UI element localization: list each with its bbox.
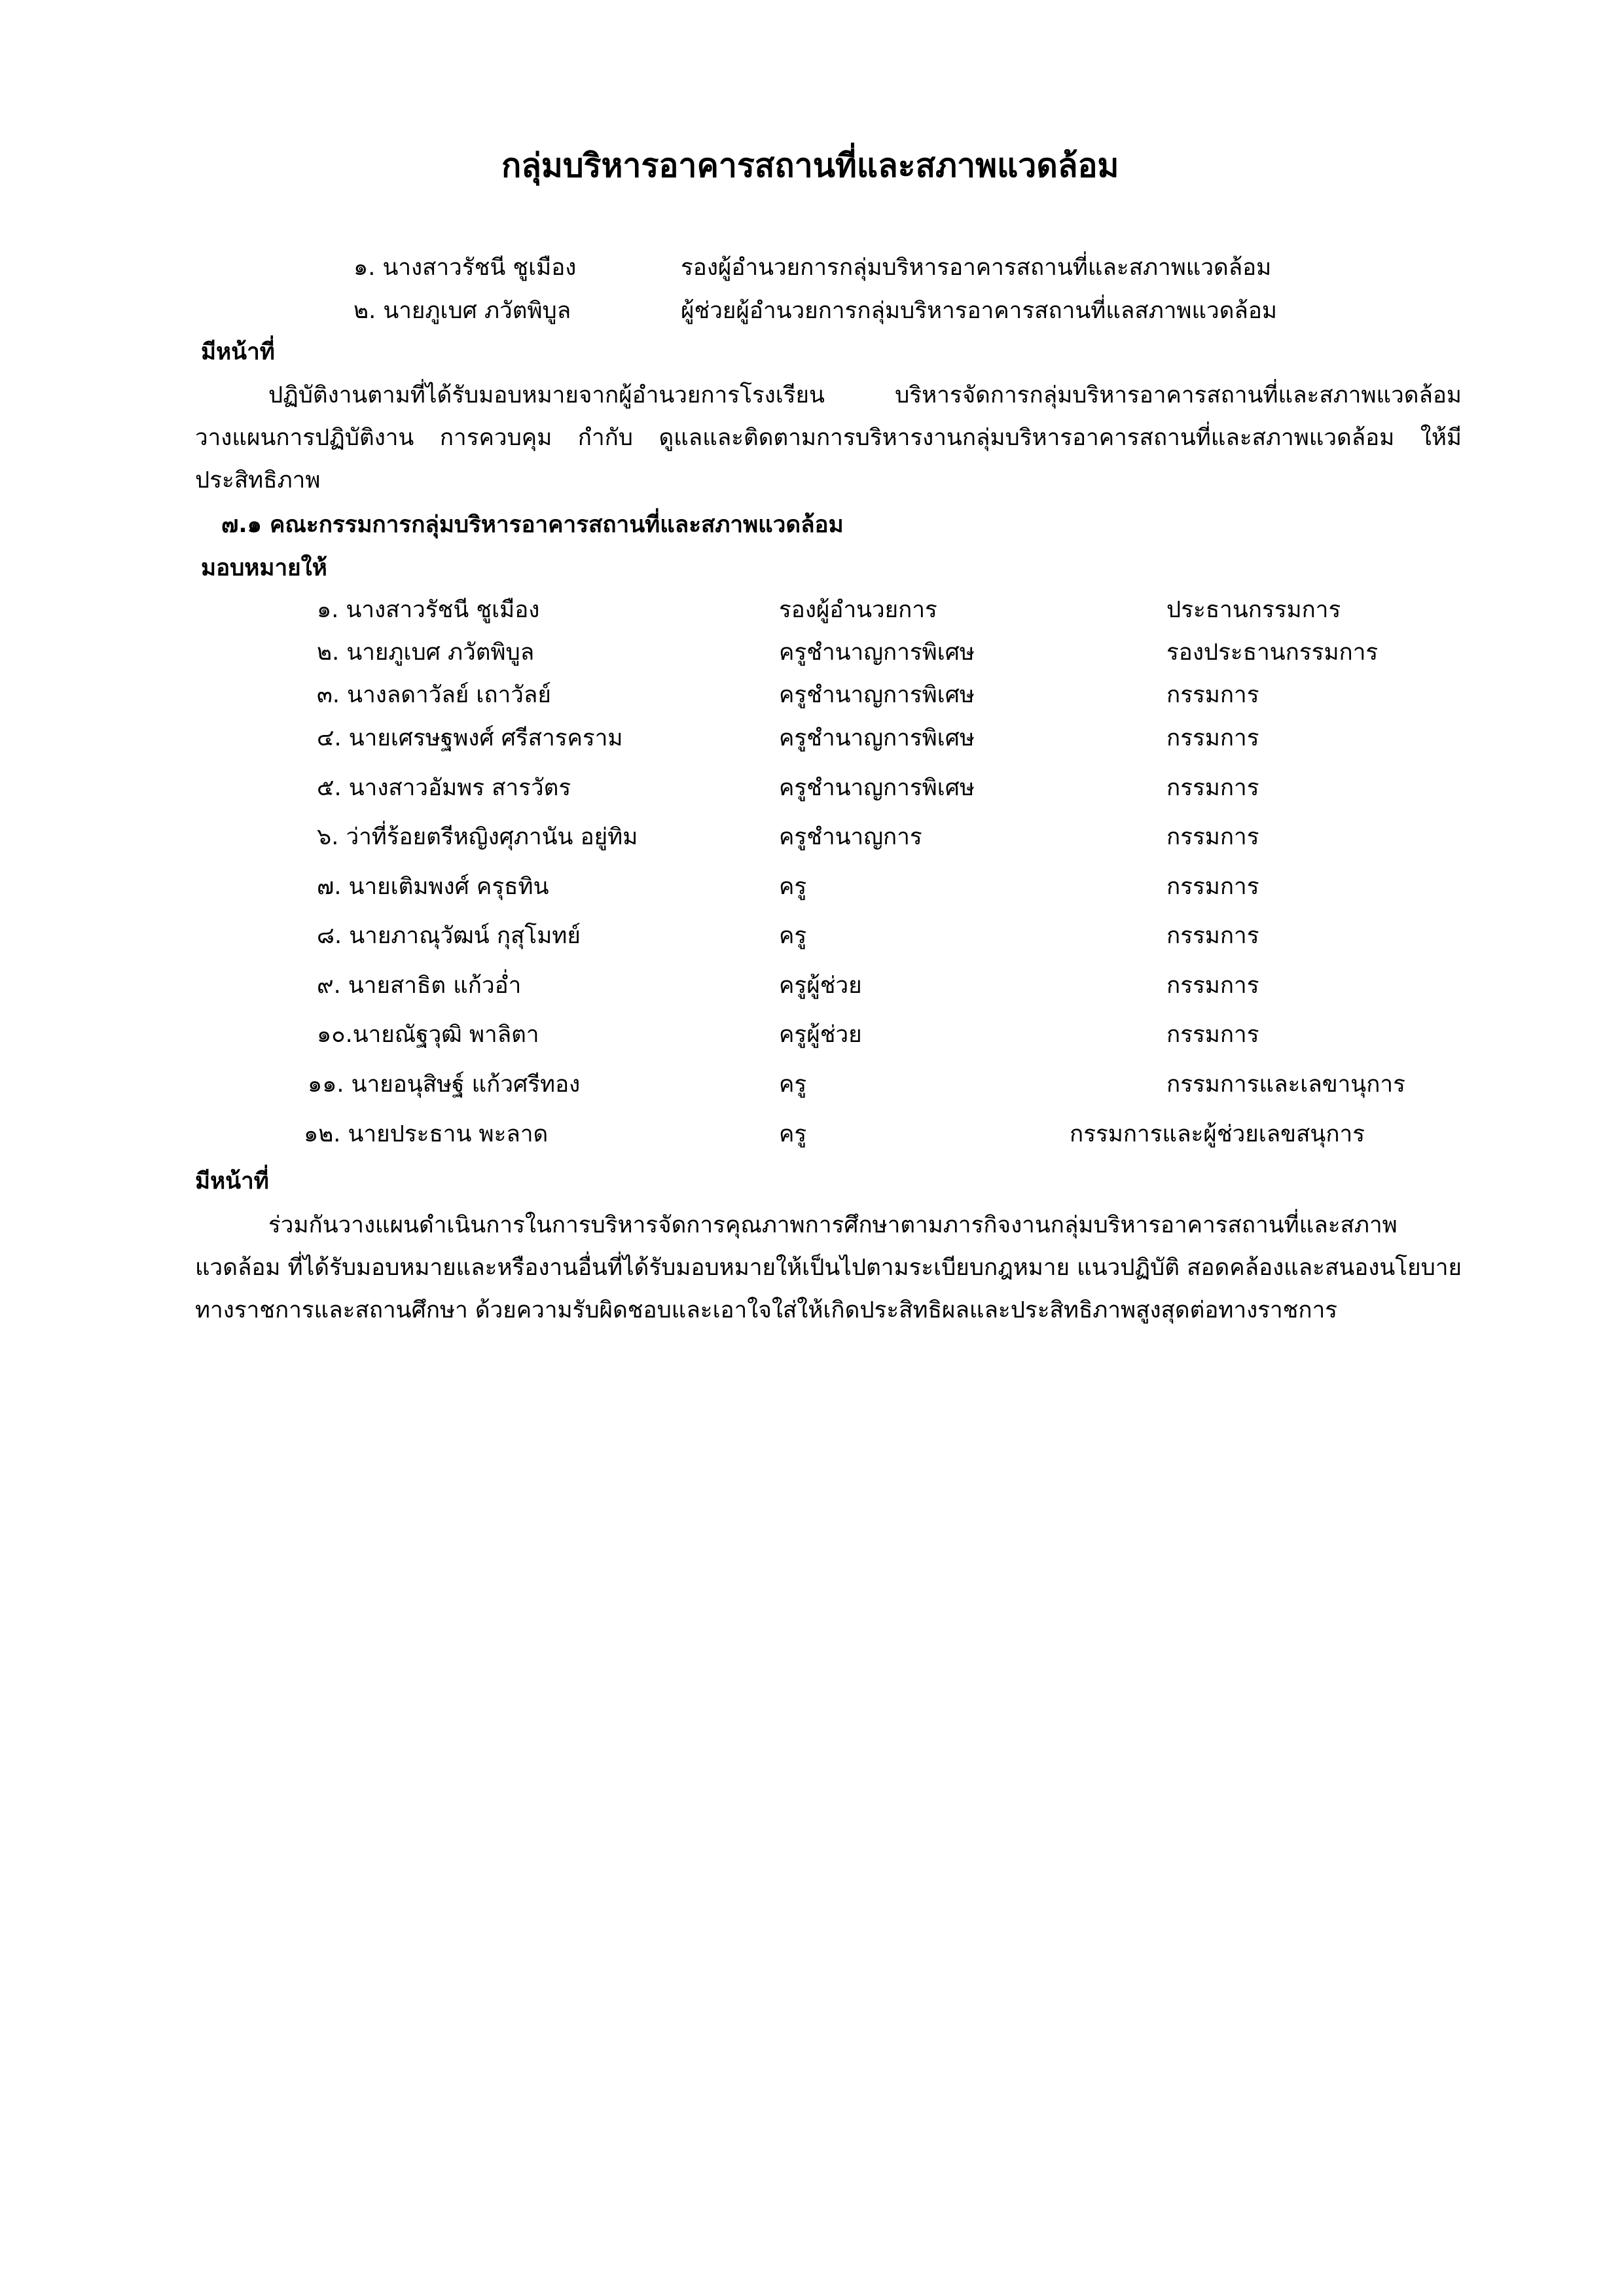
member-2-name: ๒. นายภูเบศ ภวัตพิบูล: [317, 639, 535, 666]
member-4-role: กรรมการ: [1166, 725, 1259, 751]
member-10-name: ๑๐.นายณัฐวุฒิ พาลิตา: [317, 1022, 539, 1048]
member-8-name: ๘. นายภาณุวัฒน์ กุสุโมทย์: [317, 923, 581, 949]
member-8-position: ครู: [779, 923, 807, 949]
member-1-name: ๑. นางสาวรัชนี ชูเมือง: [317, 597, 540, 623]
duty-heading-1: มีหน้าที่: [201, 339, 275, 365]
head-2-name: ๒. นายภูเบศ ภวัตพิบูล: [353, 298, 571, 324]
member-6-role: กรรมการ: [1166, 824, 1259, 850]
member-6-name: ๖. ว่าที่ร้อยตรีหญิงศุภานัน อยู่ทิม: [317, 824, 638, 850]
member-12-position: ครู: [779, 1121, 807, 1147]
member-2-position: ครูชำนาญการพิเศษ: [779, 639, 975, 666]
member-4-name: ๔. นายเศรษฐพงศ์ ศรีสารคราม: [317, 725, 623, 751]
member-6-position: ครูชำนาญการ: [779, 824, 922, 850]
page-title: กลุ่มบริหารอาคารสถานที่และสภาพแวดล้อม: [501, 147, 1119, 185]
member-3-role: กรรมการ: [1166, 682, 1259, 708]
assign-heading: มอบหมายให้: [201, 555, 327, 581]
member-9-name: ๙. นายสาธิต แก้วอ่ำ: [317, 973, 522, 999]
member-3-name: ๓. นางลดาวัลย์ เถาวัลย์: [317, 682, 551, 708]
member-5-role: กรรมการ: [1166, 775, 1259, 801]
member-9-position: ครูผู้ช่วย: [779, 973, 862, 999]
member-5-position: ครูชำนาญการพิเศษ: [779, 775, 975, 801]
head-1-position: รองผู้อำนวยการกลุ่มบริหารอาคารสถานที่และสภาพแวดล้อม: [681, 255, 1272, 281]
member-4-position: ครูชำนาญการพิเศษ: [779, 725, 975, 751]
member-7-position: ครู: [779, 874, 807, 900]
duty-text-1: ปฏิบัติงานตามที่ได้รับมอบหมายจากผู้อำนวยการโรงเรียน บริหารจัดการกลุ่มบริหารอาคารสถานที่และสภาพแวดล้อม วางแผนการปฏิบัติงาน การควบคุม กำกับ ดูแลและติดตามการบริหารงานกลุ่มบริหารอาคารสถานที่และสภาพแวดล้อม ให้มีประสิทธิภาพ: [195, 382, 1462, 493]
committee-heading: ๗.๑ คณะกรรมการกลุ่มบริหารอาคารสถานที่และสภาพแวดล้อม: [221, 512, 844, 538]
member-7-name: ๗. นายเติมพงศ์ ครุธทิน: [317, 874, 549, 900]
member-2-role: รองประธานกรรมการ: [1166, 639, 1379, 666]
duty-heading-2: มีหน้าที่: [195, 1168, 269, 1194]
member-8-role: กรรมการ: [1166, 923, 1259, 949]
member-9-role: กรรมการ: [1166, 973, 1259, 999]
duty-text-2: ร่วมกันวางแผนดำเนินการในการบริหารจัดการคุณภาพการศึกษาตามภารกิจงานกลุ่มบริหารอาคารสถานที่และสภาพแวดล้อม ที่ได้รับมอบหมายและหรืองานอื่นที่ได้รับมอบหมายให้เป็นไปตามระเบียบกฎหมาย แนวปฏิบัติ สอดคล้องและสนองนโยบายทางราชการและสถานศึกษา ด้วยความรับผิดชอบและเอาใจใส่ให้เกิดประสิทธิผลและประสิทธิภาพสูงสุดต่อทางราชการ: [195, 1212, 1462, 1323]
member-11-name: ๑๑. นายอนุสิษฐ์ แก้วศรีทอง: [308, 1071, 581, 1098]
member-12-name: ๑๒. นายประธาน พะลาด: [304, 1121, 549, 1147]
member-7-role: กรรมการ: [1166, 874, 1259, 900]
duty-paragraph-2: [195, 1204, 1462, 1332]
member-5-name: ๕. นางสาวอัมพร สารวัตร: [317, 775, 571, 801]
duty-paragraph-1: [195, 374, 1462, 502]
member-11-position: ครู: [779, 1071, 807, 1098]
member-1-role: ประธานกรรมการ: [1166, 597, 1341, 623]
member-10-role: กรรมการ: [1166, 1022, 1259, 1048]
member-10-position: ครูผู้ช่วย: [779, 1022, 862, 1048]
member-11-role: กรรมการและเลขานุการ: [1166, 1071, 1405, 1098]
member-1-position: รองผู้อำนวยการ: [779, 597, 937, 623]
head-2-position: ผู้ช่วยผู้อำนวยการกลุ่มบริหารอาคารสถานที่แลสภาพแวดล้อม: [681, 298, 1277, 324]
member-3-position: ครูชำนาญการพิเศษ: [779, 682, 975, 708]
head-1-name: ๑. นางสาวรัชนี ชูเมือง: [353, 255, 577, 281]
member-12-role: กรรมการและผู้ช่วยเลขสนุการ: [1070, 1121, 1365, 1147]
